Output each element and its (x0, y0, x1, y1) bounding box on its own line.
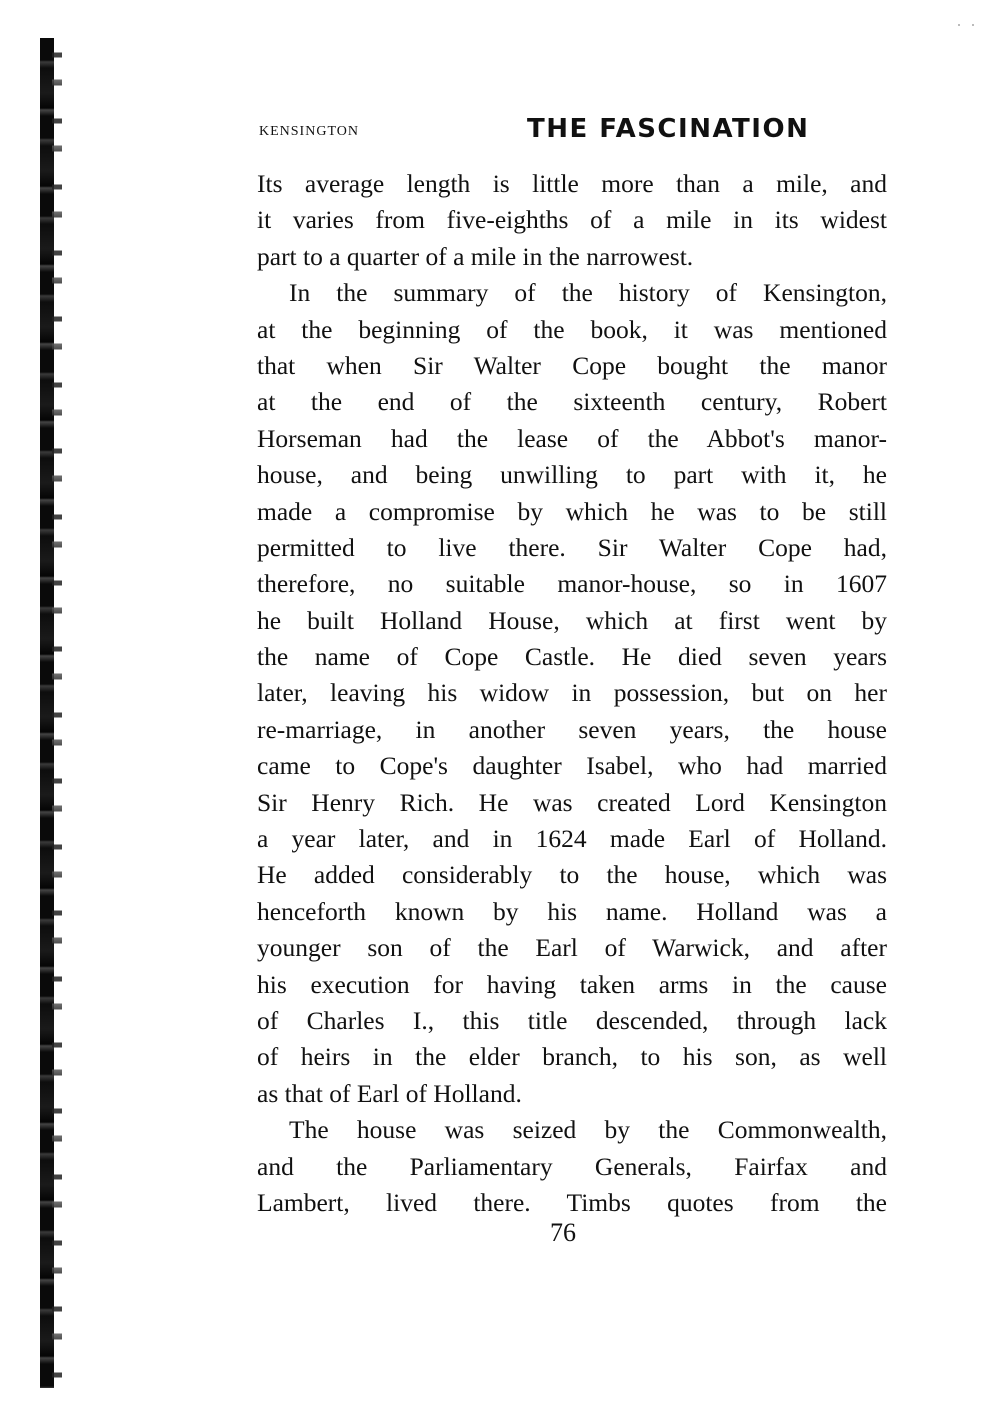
binding-edge (36, 38, 62, 1388)
text-line: Its average length is little more than a mile, and (257, 169, 887, 198)
text-line: Sir Henry Rich. He was created Lord Kensington (257, 787, 887, 817)
running-head-section: KENSINGTON (259, 124, 359, 139)
binding-fray (52, 38, 62, 1388)
text-line: came to Cope's daughter Isabel, who had married (257, 751, 887, 781)
body-text (257, 166, 887, 1221)
text-line: younger son of the Earl of Warwick, and after (257, 933, 887, 963)
text-line: Horseman had the lease of the Abbot's manor- (257, 423, 887, 453)
text-line: it varies from five-eighths of a mile in its widest (257, 205, 887, 235)
text-line: The house was seized by the Commonwealth, (289, 1115, 887, 1145)
text-line: house, and being unwilling to part with it, he (257, 460, 887, 490)
scan-speck (958, 24, 960, 26)
text-line: as that of Earl of Holland. (257, 1078, 522, 1108)
running-head-title: THE FASCINATION (527, 114, 810, 144)
text-line: his execution for having taken arms in the cause (257, 969, 887, 999)
text-line: part to a quarter of a mile in the narrowest. (257, 241, 694, 271)
text-line: later, leaving his widow in possession, but on her (257, 678, 887, 708)
text-line: Lambert, lived there. Timbs quotes from the (257, 1187, 887, 1217)
text-line: he built Holland House, which at first went by (257, 605, 887, 635)
running-header (259, 114, 859, 148)
text-line: a year later, and in 1624 made Earl of Holland. (257, 824, 887, 854)
text-line: made a compromise by which he was to be still (257, 496, 887, 526)
text-line: and the Parliamentary Generals, Fairfax and (257, 1151, 887, 1181)
text-line: He added considerably to the house, which was (257, 860, 887, 890)
text-line: at the beginning of the book, it was mentioned (257, 314, 887, 344)
text-line: that when Sir Walter Cope bought the manor (257, 350, 887, 380)
scan-speck (972, 24, 974, 26)
text-line: permitted to live there. Sir Walter Cope had, (257, 532, 887, 562)
text-line: In the summary of the history of Kensington, (289, 278, 887, 308)
text-line: re-marriage, in another seven years, the house (257, 714, 887, 744)
text-line: of Charles I., this title descended, through lack (257, 1005, 887, 1035)
text-line: henceforth known by his name. Holland was a (257, 896, 887, 926)
text-line: at the end of the sixteenth century, Robert (257, 387, 887, 417)
page-number: 76 (550, 1218, 576, 1247)
text-line: of heirs in the elder branch, to his son, as well (257, 1042, 887, 1072)
text-line: the name of Cope Castle. He died seven years (257, 642, 887, 672)
text-line: therefore, no suitable manor-house, so in 1607 (257, 569, 887, 599)
